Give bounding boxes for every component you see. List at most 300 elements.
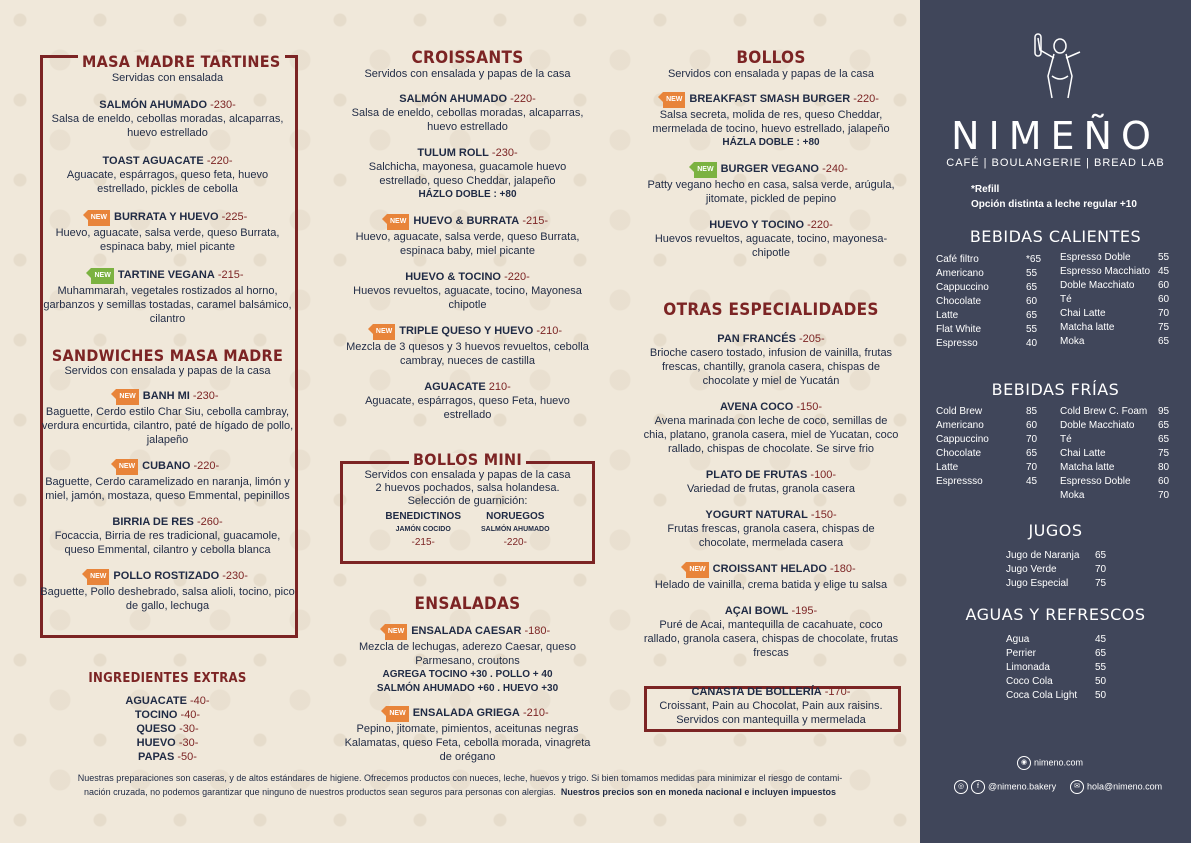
new-badge: NEW xyxy=(386,706,408,722)
drink-row xyxy=(936,420,1038,431)
drink-price: 70 xyxy=(1158,490,1170,501)
new-badge: NEW xyxy=(91,268,113,284)
option-sub: SALMÓN AHUMADO xyxy=(480,526,550,533)
item-price: -210- xyxy=(522,707,549,719)
canasta-name: CANASTA DE BOLLERÍA xyxy=(691,686,822,698)
drink-name: Doble Macchiato xyxy=(1060,420,1135,431)
email-text: hola@nimeno.com xyxy=(1087,781,1163,792)
drink-name: Chocolate xyxy=(936,448,982,459)
new-badge: NEW xyxy=(387,214,409,230)
masa-madre-title: MASA MADRE TARTINES xyxy=(78,52,285,71)
drink-price: 65 xyxy=(1095,648,1107,659)
drink-price: 75 xyxy=(1095,578,1107,589)
drink-row xyxy=(1006,648,1107,659)
drink-row xyxy=(1006,564,1107,575)
croissants-items xyxy=(340,92,595,422)
sandwiches-subtitle: Servidos con ensalada y papas de la casa xyxy=(64,365,271,377)
menu-item xyxy=(642,332,900,388)
drink-name: Café filtro xyxy=(936,254,979,265)
extra-price: -30- xyxy=(179,723,199,735)
bollos-items xyxy=(642,92,900,260)
drink-price: 60 xyxy=(1158,476,1170,487)
new-badge: NEW xyxy=(116,389,138,405)
item-description: Avena marinada con leche de coco, semillas de chia, platano, granola casera, miel de Yucatan, coco rallado, chispas de chocolate. Se sirve frio xyxy=(643,415,899,455)
drink-row xyxy=(1060,490,1170,501)
bollos-mini-section xyxy=(340,450,595,549)
item-price: -210- xyxy=(536,325,563,337)
item-name: TARTINE VEGANA xyxy=(117,269,215,281)
drink-price: 65 xyxy=(1158,336,1170,347)
drink-name: Perrier xyxy=(1006,648,1037,659)
bollos-subtitle: Servidos con ensalada y papas de la casa xyxy=(667,68,875,80)
extra-name: QUESO xyxy=(136,723,177,735)
drink-name: Latte xyxy=(936,310,959,321)
option-name: NORUEGOS xyxy=(486,511,545,522)
new-badge: NEW xyxy=(88,210,110,226)
canasta-section xyxy=(642,685,900,727)
croissants-title: CROISSANTS xyxy=(411,48,524,68)
option-sub: JAMÓN COCIDO xyxy=(395,526,451,533)
item-name: CUBANO xyxy=(142,460,191,472)
extra-name: PAPAS xyxy=(138,751,175,763)
item-price: -230- xyxy=(222,570,248,582)
disclaimer-line3: Nuestros precios son en moneda nacional e incluyen impuestos xyxy=(560,787,836,797)
sandwiches-items xyxy=(40,389,295,613)
menu-item xyxy=(40,459,295,503)
menu-item xyxy=(40,569,295,613)
item-name: SALMÓN AHUMADO xyxy=(99,99,207,111)
extras-title: INGREDIENTES EXTRAS xyxy=(88,671,247,686)
item-name: ENSALADA CAESAR xyxy=(411,625,522,637)
drink-row xyxy=(1060,448,1170,459)
drink-name: Americano xyxy=(936,268,984,279)
drink-name: Jugo Especial xyxy=(1006,578,1069,589)
bollos-section xyxy=(642,48,900,260)
drink-price: 70 xyxy=(1158,308,1170,319)
drink-row xyxy=(1006,578,1107,589)
item-price: -230- xyxy=(491,147,518,159)
drink-price: 60 xyxy=(1026,420,1038,431)
bollos-mini-option-noruegos xyxy=(481,510,550,549)
menu-item xyxy=(340,92,595,134)
item-price: -215- xyxy=(522,215,549,227)
item-description: Aguacate, espárragos, queso Feta, huevo estrellado xyxy=(365,395,570,421)
masa-madre-section xyxy=(40,52,295,326)
drink-price: 85 xyxy=(1026,406,1038,417)
drink-name: Espressso xyxy=(936,476,983,487)
item-name: PAN FRANCÉS xyxy=(717,333,796,345)
drink-price: 75 xyxy=(1158,448,1170,459)
menu-item xyxy=(340,624,595,696)
menu-item xyxy=(642,218,900,260)
drink-price: 50 xyxy=(1095,690,1107,701)
drink-name: Limonada xyxy=(1006,662,1050,673)
drink-name: Cappuccino xyxy=(936,282,989,293)
item-description: Mezcla de lechugas, aderezo Caesar, queso Parmesano, croutons xyxy=(358,641,577,667)
sandwiches-title: SANDWICHES MASA MADRE xyxy=(51,346,284,365)
item-description: Salsa de eneldo, cebollas moradas, alcaparras, huevo estrellado xyxy=(351,107,584,133)
extras-section xyxy=(40,671,295,764)
drink-name: Americano xyxy=(936,420,984,431)
item-price: -230- xyxy=(192,390,219,402)
drink-name: Moka xyxy=(1060,490,1085,501)
drink-row xyxy=(936,462,1038,473)
extra-row xyxy=(40,750,295,764)
drink-row xyxy=(936,268,1038,279)
drink-name: Té xyxy=(1060,294,1072,305)
item-description: Mezcla de 3 quesos y 3 huevos revueltos, cebolla cambray, nueces de castilla xyxy=(346,341,589,367)
item-price: -220- xyxy=(853,93,879,105)
drink-name: Jugo Verde xyxy=(1006,564,1057,575)
item-name: BURRATA Y HUEVO xyxy=(114,211,219,223)
drink-row xyxy=(936,296,1038,307)
canasta-line2: Servidos con mantequilla y mermelada xyxy=(676,714,866,726)
item-name: AVENA COCO xyxy=(719,401,794,413)
ensaladas-section xyxy=(340,594,595,764)
item-price: -180- xyxy=(524,625,551,637)
drink-price: 65 xyxy=(1158,420,1170,431)
drink-row xyxy=(1006,634,1107,645)
drink-row xyxy=(1060,308,1170,319)
item-description: Salchicha, mayonesa, guacamole huevo estrellado, queso Cheddar, jalapeño xyxy=(368,161,567,187)
item-price: -220- xyxy=(504,271,530,283)
item-description: Aguacate, espárragos, queso feta, huevo estrellado, pickles de cebolla xyxy=(66,169,269,195)
extra-price: -40- xyxy=(180,709,201,721)
item-description: Salsa secreta, molida de res, queso Cheddar, mermelada de tocino, huevo estrellado, jalapeño xyxy=(652,109,890,135)
bollos-mini-title: BOLLOS MINI xyxy=(409,453,526,466)
item-name: HUEVO Y TOCINO xyxy=(709,219,804,231)
item-price: -195- xyxy=(791,605,818,617)
drink-name: Cold Brew C. Foam xyxy=(1060,406,1148,417)
drink-name: Cold Brew xyxy=(936,406,983,417)
menu-item xyxy=(340,270,595,312)
menu-item xyxy=(340,706,595,764)
leche-note: Opción distinta a leche regular +10 xyxy=(971,199,1137,210)
drink-name: Latte xyxy=(936,462,959,473)
item-price: -260- xyxy=(196,516,223,528)
menu-item xyxy=(642,562,900,592)
option-price: -215- xyxy=(411,537,435,548)
menu-item xyxy=(40,515,295,557)
new-badge: NEW xyxy=(686,562,708,578)
drink-price: 55 xyxy=(1158,252,1170,263)
menu-item xyxy=(642,468,900,496)
globe-icon: ◉ xyxy=(1017,756,1031,770)
item-name: POLLO ROSTIZADO xyxy=(113,570,220,582)
drink-row xyxy=(1060,434,1170,445)
drink-price: 65 xyxy=(1095,550,1107,561)
item-price: -220- xyxy=(510,93,536,105)
item-name: TOAST AGUACATE xyxy=(102,155,204,167)
item-name: BREAKFAST SMASH BURGER xyxy=(689,93,851,105)
item-description: Baguette, Cerdo caramelizado en naranja, limón y miel, jamón, mostaza, queso Emmental, pepinillos xyxy=(45,476,290,502)
item-name: TRIPLE QUESO Y HUEVO xyxy=(399,325,534,337)
web-text: nimeno.com xyxy=(1034,757,1084,768)
drink-price: 95 xyxy=(1158,406,1170,417)
social-link[interactable] xyxy=(954,780,1056,794)
item-name: ENSALADA GRIEGA xyxy=(412,707,520,719)
item-description: Muhammarah, vegetales rostizados al horno, garbanzos y semillas tostadas, caramel balsámico, cilantro xyxy=(43,285,292,325)
item-name: AÇAI BOWL xyxy=(724,605,789,617)
drink-price: 65 xyxy=(1026,310,1038,321)
drink-row xyxy=(936,254,1042,265)
menu-item xyxy=(340,324,595,368)
item-name: TULUM ROLL xyxy=(417,147,489,159)
brand-name: NIMEÑO xyxy=(951,114,1160,158)
item-name: BANH MI xyxy=(142,390,190,402)
option-price: -220- xyxy=(503,537,527,548)
new-badge: NEW xyxy=(694,162,716,178)
instagram-icon: ◎ xyxy=(954,780,968,794)
drink-name: Coco Cola xyxy=(1006,676,1053,687)
new-badge: NEW xyxy=(385,624,407,640)
disclaimer xyxy=(60,771,860,799)
otras-title: OTRAS ESPECIALIDADES xyxy=(663,300,879,320)
item-extra: AGREGA TOCINO +30 . POLLO + 40 xyxy=(382,669,553,680)
menu-item xyxy=(40,98,295,140)
masa-madre-subtitle: Servidas con ensalada xyxy=(111,72,224,84)
item-name: YOGURT NATURAL xyxy=(705,509,808,521)
item-description: Variedad de frutas, granola casera xyxy=(687,483,855,495)
item-price: -205- xyxy=(799,333,825,345)
drink-name: Jugo de Naranja xyxy=(1006,550,1080,561)
drink-name: Espresso xyxy=(936,338,978,349)
item-description: Baguette, Cerdo estilo Char Siu, cebolla cambray, verdura encurtida, cilantro, paté de hígado de pollo, jalapeño xyxy=(41,406,294,446)
drink-row xyxy=(1060,406,1170,417)
item-description: Puré de Acai, mantequilla de cacahuate, coco rallado, granola casera, chispas de chocolate, frutas frescas xyxy=(643,619,899,659)
drink-price: *65 xyxy=(1026,254,1042,265)
extra-row xyxy=(40,694,295,708)
social-text: @nimeno.bakery xyxy=(988,781,1057,792)
drink-row xyxy=(1060,266,1170,277)
item-price: -150- xyxy=(810,509,837,521)
item-description: Pepino, jitomate, pimientos, aceitunas negras Kalamatas, queso Feta, cebolla morada, vinagreta de orégano xyxy=(344,723,591,763)
item-price: -150- xyxy=(796,401,823,413)
drink-row xyxy=(1006,690,1107,701)
item-name: BIRRIA DE RES xyxy=(112,516,194,528)
item-price: -215- xyxy=(217,269,244,281)
web-link[interactable] xyxy=(1017,756,1083,770)
ensaladas-items xyxy=(340,624,595,764)
item-name: BURGER VEGANO xyxy=(720,163,819,175)
item-price: -225- xyxy=(221,211,248,223)
item-extra: HÁZLA DOBLE : +80 xyxy=(722,137,820,148)
drink-price: 65 xyxy=(1026,448,1038,459)
drink-row xyxy=(1060,476,1170,487)
item-price: -180- xyxy=(830,563,856,575)
drink-name: Espresso Doble xyxy=(1060,252,1131,263)
item-name: PLATO DE FRUTAS xyxy=(705,469,808,481)
new-badge: NEW xyxy=(87,569,109,585)
bollos-mini-line1: Servidos con ensalada y papas de la casa xyxy=(364,469,571,481)
bollos-title: BOLLOS xyxy=(736,48,806,68)
drink-price: 75 xyxy=(1158,322,1170,333)
drink-row xyxy=(936,310,1038,321)
drink-price: 80 xyxy=(1158,462,1170,473)
bollos-mini-line3: Selección de guarnición: xyxy=(407,495,528,507)
item-description: Frutas frescas, granola casera, chispas de chocolate, mermelada casera xyxy=(667,523,875,549)
disclaimer-line2: nación cruzada, no podemos garantizar que ninguno de nuestros productos sean seguros para personas con alergias. xyxy=(84,787,556,797)
item-extra: HÁZLO DOBLE : +80 xyxy=(418,189,517,200)
extra-name: HUEVO xyxy=(136,737,176,749)
item-price: -220- xyxy=(206,155,233,167)
facebook-icon: f xyxy=(971,780,985,794)
menu-item xyxy=(340,380,595,422)
new-badge: NEW xyxy=(663,92,685,108)
drink-name: Cappuccino xyxy=(936,434,989,445)
drink-row xyxy=(936,448,1038,459)
drink-price: 65 xyxy=(1158,434,1170,445)
menu-item xyxy=(642,162,900,206)
menu-item xyxy=(340,146,595,202)
extra-price: -50- xyxy=(177,751,197,763)
drink-name: Chai Latte xyxy=(1060,448,1106,459)
drink-row xyxy=(1006,550,1107,561)
drink-name: Matcha latte xyxy=(1060,462,1115,473)
menu-item xyxy=(40,210,295,254)
drink-price: 60 xyxy=(1026,296,1038,307)
extras-items xyxy=(40,694,295,764)
item-name: AGUACATE xyxy=(424,381,486,393)
drink-row xyxy=(936,434,1038,445)
item-description: Helado de vainilla, crema batida y elige tu salsa xyxy=(654,579,888,591)
item-description: Patty vegano hecho en casa, salsa verde, arúgula, jitomate, pickled de pepino xyxy=(647,179,895,205)
otras-items xyxy=(642,332,900,660)
brand-tagline: CAFÉ | BOULANGERIE | BREAD LAB xyxy=(946,157,1165,169)
item-name: SALMÓN AHUMADO xyxy=(399,93,507,105)
drink-row xyxy=(1060,462,1170,473)
extra-price: -40- xyxy=(190,695,210,707)
drink-name: Chai Latte xyxy=(1060,308,1106,319)
drink-row xyxy=(1060,336,1170,347)
drink-name: Espresso Doble xyxy=(1060,476,1131,487)
extra-row xyxy=(40,708,295,722)
drink-price: 60 xyxy=(1158,280,1170,291)
drink-price: 60 xyxy=(1158,294,1170,305)
calientes-title: BEBIDAS CALIENTES xyxy=(969,227,1142,246)
drink-name: Moka xyxy=(1060,336,1085,347)
drink-name: Té xyxy=(1060,434,1072,445)
drink-price: 45 xyxy=(1026,476,1038,487)
drink-row xyxy=(1060,252,1170,263)
extra-name: AGUACATE xyxy=(125,695,187,707)
croissants-section xyxy=(340,48,595,422)
otras-section xyxy=(642,300,900,660)
drink-price: 70 xyxy=(1026,434,1038,445)
option-name: BENEDICTINOS xyxy=(385,511,461,522)
drink-name: Flat White xyxy=(936,324,982,335)
item-description: Huevos revueltos, aguacate, tocino, mayonesa-chipotle xyxy=(654,233,888,259)
baker-figure-logo xyxy=(1030,32,1090,102)
frias-title: BEBIDAS FRÍAS xyxy=(991,380,1120,399)
croissants-subtitle: Servidos con ensalada y papas de la casa xyxy=(364,68,571,80)
refill-note: *Refill xyxy=(971,184,1000,195)
drink-name: Espresso Macchiato xyxy=(1060,266,1151,277)
drink-name: Agua xyxy=(1006,634,1030,645)
drink-row xyxy=(936,476,1038,487)
item-price: -220- xyxy=(193,460,220,472)
drink-row xyxy=(936,406,1038,417)
new-badge: NEW xyxy=(116,459,138,475)
item-description: Huevo, aguacate, salsa verde, queso Burrata, espinaca baby, miel picante xyxy=(55,227,280,253)
extra-row xyxy=(40,722,295,736)
item-description: Salsa de eneldo, cebollas moradas, alcaparras, huevo estrellado xyxy=(51,113,284,139)
drink-name: Chocolate xyxy=(936,296,982,307)
item-extra: SALMÓN AHUMADO +60 . HUEVO +30 xyxy=(376,683,559,694)
ensaladas-title: ENSALADAS xyxy=(414,594,521,614)
drink-row xyxy=(1006,676,1107,687)
masa-madre-items xyxy=(40,98,295,326)
drink-price: 40 xyxy=(1026,338,1038,349)
item-price: -220- xyxy=(807,219,833,231)
drink-price: 55 xyxy=(1026,268,1038,279)
email-link[interactable] xyxy=(1070,780,1162,794)
drink-row xyxy=(936,338,1038,349)
jugos-title: JUGOS xyxy=(1028,521,1083,540)
drink-name: Doble Macchiato xyxy=(1060,280,1135,291)
drink-price: 70 xyxy=(1026,462,1038,473)
drink-price: 45 xyxy=(1095,634,1107,645)
extra-price: -30- xyxy=(178,737,199,749)
drink-row xyxy=(936,282,1038,293)
menu-item xyxy=(642,508,900,550)
menu-item xyxy=(642,400,900,456)
drink-name: Matcha latte xyxy=(1060,322,1115,333)
item-price: 210- xyxy=(488,381,511,393)
drink-row xyxy=(1006,662,1107,673)
item-name: CROISSANT HELADO xyxy=(712,563,827,575)
canasta-price: -170- xyxy=(824,686,851,698)
menu-item xyxy=(642,92,900,150)
item-description: Focaccia, Birria de res tradicional, guacamole, queso Emmental, cilantro y cebolla blanca xyxy=(54,530,281,556)
item-name: HUEVO & TOCINO xyxy=(405,271,501,283)
item-price: -100- xyxy=(810,469,837,481)
menu-item xyxy=(40,389,295,447)
sandwiches-section xyxy=(40,346,295,613)
extra-row xyxy=(40,736,295,750)
item-name: HUEVO & BURRATA xyxy=(413,215,520,227)
item-price: -230- xyxy=(210,99,236,111)
item-description: Baguette, Pollo deshebrado, salsa alioli, tocino, pico de gallo, lechuga xyxy=(40,586,295,612)
drink-price: 50 xyxy=(1095,676,1107,687)
drink-row xyxy=(1060,280,1170,291)
mail-icon: ✉ xyxy=(1070,780,1084,794)
menu-item xyxy=(642,604,900,660)
extra-name: TOCINO xyxy=(134,709,178,721)
item-description: Huevos revueltos, aguacate, tocino, Mayonesa chipotle xyxy=(353,285,582,311)
menu-item xyxy=(340,214,595,258)
menu-item xyxy=(40,154,295,196)
drink-row xyxy=(936,324,1038,335)
canasta-line1: Croissant, Pain au Chocolat, Pain aux raisins. xyxy=(659,700,883,712)
new-badge: NEW xyxy=(373,324,395,340)
bollos-mini-line2: 2 huevos pochados, salsa holandesa. xyxy=(375,482,560,494)
item-price: -240- xyxy=(822,163,848,175)
disclaimer-line1: Nuestras preparaciones son caseras, y de altos estándares de higiene. Ofrecemos productos con nueces, leche, huevos y trigo. Si bien tomamos medidas para minimizar el riesgo de contami- xyxy=(77,773,843,783)
drink-name: Coca Cola Light xyxy=(1006,690,1078,701)
drink-row xyxy=(1060,294,1170,305)
item-description: Huevo, aguacate, salsa verde, queso Burrata, espinaca baby, miel picante xyxy=(355,231,580,257)
aguas-title: AGUAS Y REFRESCOS xyxy=(965,605,1146,624)
drink-row xyxy=(1060,420,1170,431)
drink-price: 70 xyxy=(1095,564,1107,575)
drink-price: 55 xyxy=(1026,324,1038,335)
item-description: Brioche casero tostado, infusion de vainilla, frutas frescas, chantilly, granola casera, chispas de chocolate y miel de Yucatán xyxy=(649,347,893,387)
drink-row xyxy=(1060,322,1170,333)
drink-price: 45 xyxy=(1158,266,1170,277)
drink-price: 55 xyxy=(1095,662,1107,673)
drink-price: 65 xyxy=(1026,282,1038,293)
